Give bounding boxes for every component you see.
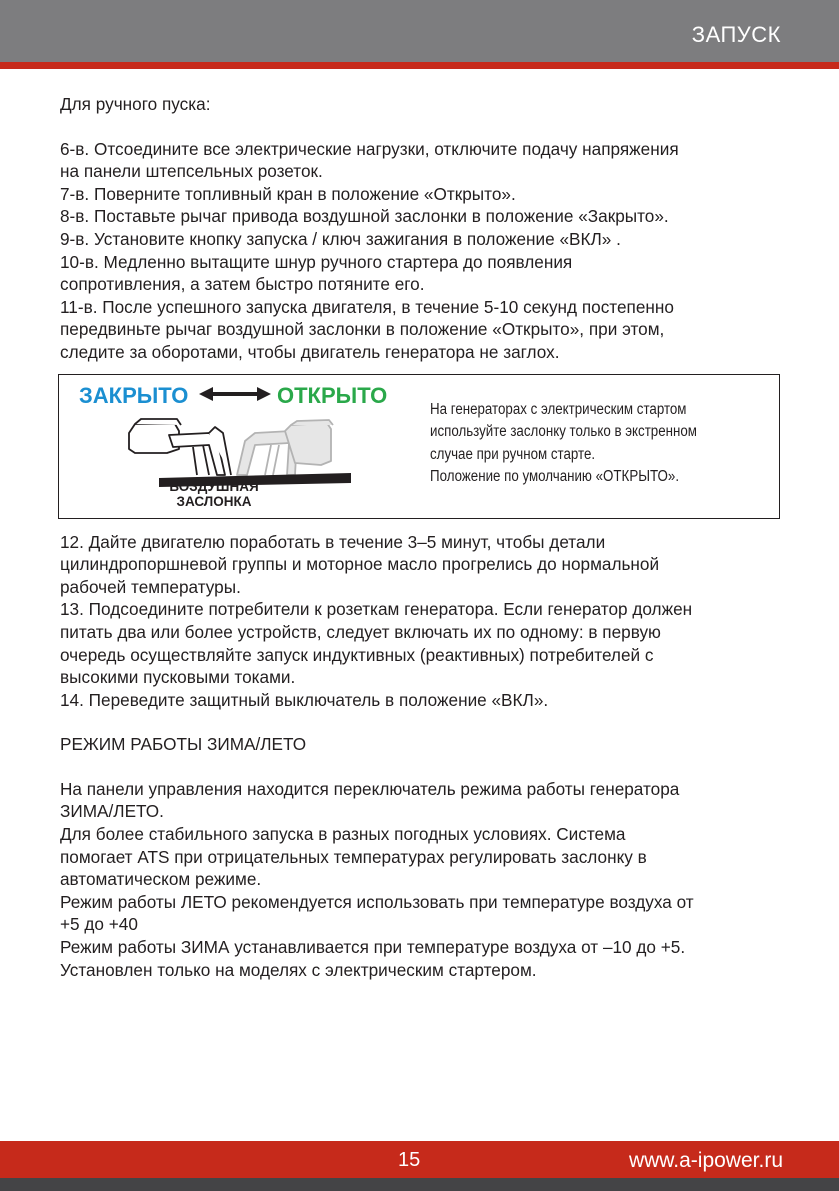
text-line: На панели управления находится переключатель режима работы генератора [60, 778, 680, 799]
text-line: 14. Переведите защитный выключатель в положение «ВКЛ». [60, 689, 549, 710]
text-line: 6-в. Отсоедините все электрические нагрузки, отключите подачу напряжения [60, 138, 679, 159]
note-line: На генераторах с электрическим стартом [430, 400, 687, 418]
text-line: Режим работы ЛЕТО рекомендуется использовать при температуре воздуха от [60, 891, 694, 912]
section-title: ЗАПУСК [691, 22, 781, 47]
text-line: передвиньте рычаг воздушной заслонки в положение «Открыто», при этом, [60, 319, 665, 340]
text-line: помогает ATS при отрицательных температурах регулировать заслонку в [60, 846, 647, 867]
winter-summer-text [60, 778, 790, 981]
text-line: очередь осуществляйте запуск индуктивных (реактивных) потребителей с [60, 644, 654, 665]
website-link[interactable]: www.a-ipower.ru [628, 1149, 783, 1172]
after-start-steps [60, 531, 790, 712]
winter-summer-heading: РЕЖИМ РАБОТЫ ЗИМА/ЛЕТО [60, 734, 307, 755]
text-line: сопротивления, а затем быстро потяните его. [60, 274, 425, 295]
text-line: 7-в. Поверните топливный кран в положение «Открыто». [60, 183, 516, 204]
text-line: ЗИМА/ЛЕТО. [60, 801, 164, 822]
text-line: Режим работы ЗИМА устанавливается при температуре воздуха от –10 до +5. [60, 937, 686, 958]
text-line: 8-в. Поставьте рычаг привода воздушной заслонки в положение «Закрыто». [60, 206, 669, 227]
double-arrow-icon [199, 387, 271, 401]
note-line: используйте заслонку только в экстренном [430, 423, 697, 441]
text-line: 10-в. Медленно вытащите шнур ручного стартера до появления [60, 251, 573, 272]
choke-info-box [58, 374, 780, 519]
text-line: 12. Дайте двигателю поработать в течение 3–5 минут, чтобы детали [60, 531, 606, 552]
header-accent-stripe [0, 62, 839, 69]
text-line: 9-в. Установите кнопку запуска / ключ зажигания в положение «ВКЛ» . [60, 228, 621, 249]
choke-caption-line2: ЗАСЛОНКА [176, 493, 252, 509]
text-line: 11-в. После успешного запуска двигателя, в течение 5-10 секунд постепенно [60, 296, 674, 317]
note-line: случае при ручном старте. [430, 445, 596, 463]
choke-lever-closed-icon [129, 419, 231, 475]
text-line: высокими пусковыми токами. [60, 667, 296, 688]
page-content [60, 93, 790, 981]
text-line: +5 до +40 [60, 914, 138, 935]
choke-lever-open-icon [237, 420, 333, 475]
text-line: следите за оборотами, чтобы двигатель генератора не заглох. [60, 341, 560, 362]
text-line: Установлен только на моделях с электрическим стартером. [60, 959, 537, 980]
text-line: питать два или более устройств, следует включать их по одному: в первую [60, 621, 661, 642]
text-line: цилиндропоршневой группы и моторное масло прогрелись до нормальной [60, 554, 660, 575]
text-line: рабочей температуры. [60, 576, 241, 597]
choke-note [430, 399, 727, 489]
text-line: на панели штепсельных розеток. [60, 161, 323, 182]
closed-label: ЗАКРЫТО [79, 382, 189, 408]
footer-bottom-bar [0, 1178, 839, 1191]
choke-caption-line1: ВОЗДУШНАЯ [169, 478, 259, 494]
note-line: Положение по умолчанию «ОТКРЫТО». [430, 468, 680, 486]
manual-start-heading: Для ручного пуска: [60, 94, 211, 114]
open-label: ОТКРЫТО [277, 382, 388, 408]
manual-start-steps [60, 138, 790, 364]
text-line: автоматическом режиме. [60, 869, 262, 890]
page-header [0, 0, 839, 62]
page-number: 15 [398, 1149, 421, 1171]
text-line: 13. Подсоедините потребители к розеткам генератора. Если генератор должен [60, 599, 693, 620]
text-line: Для более стабильного запуска в разных погодных условиях. Система [60, 824, 626, 845]
